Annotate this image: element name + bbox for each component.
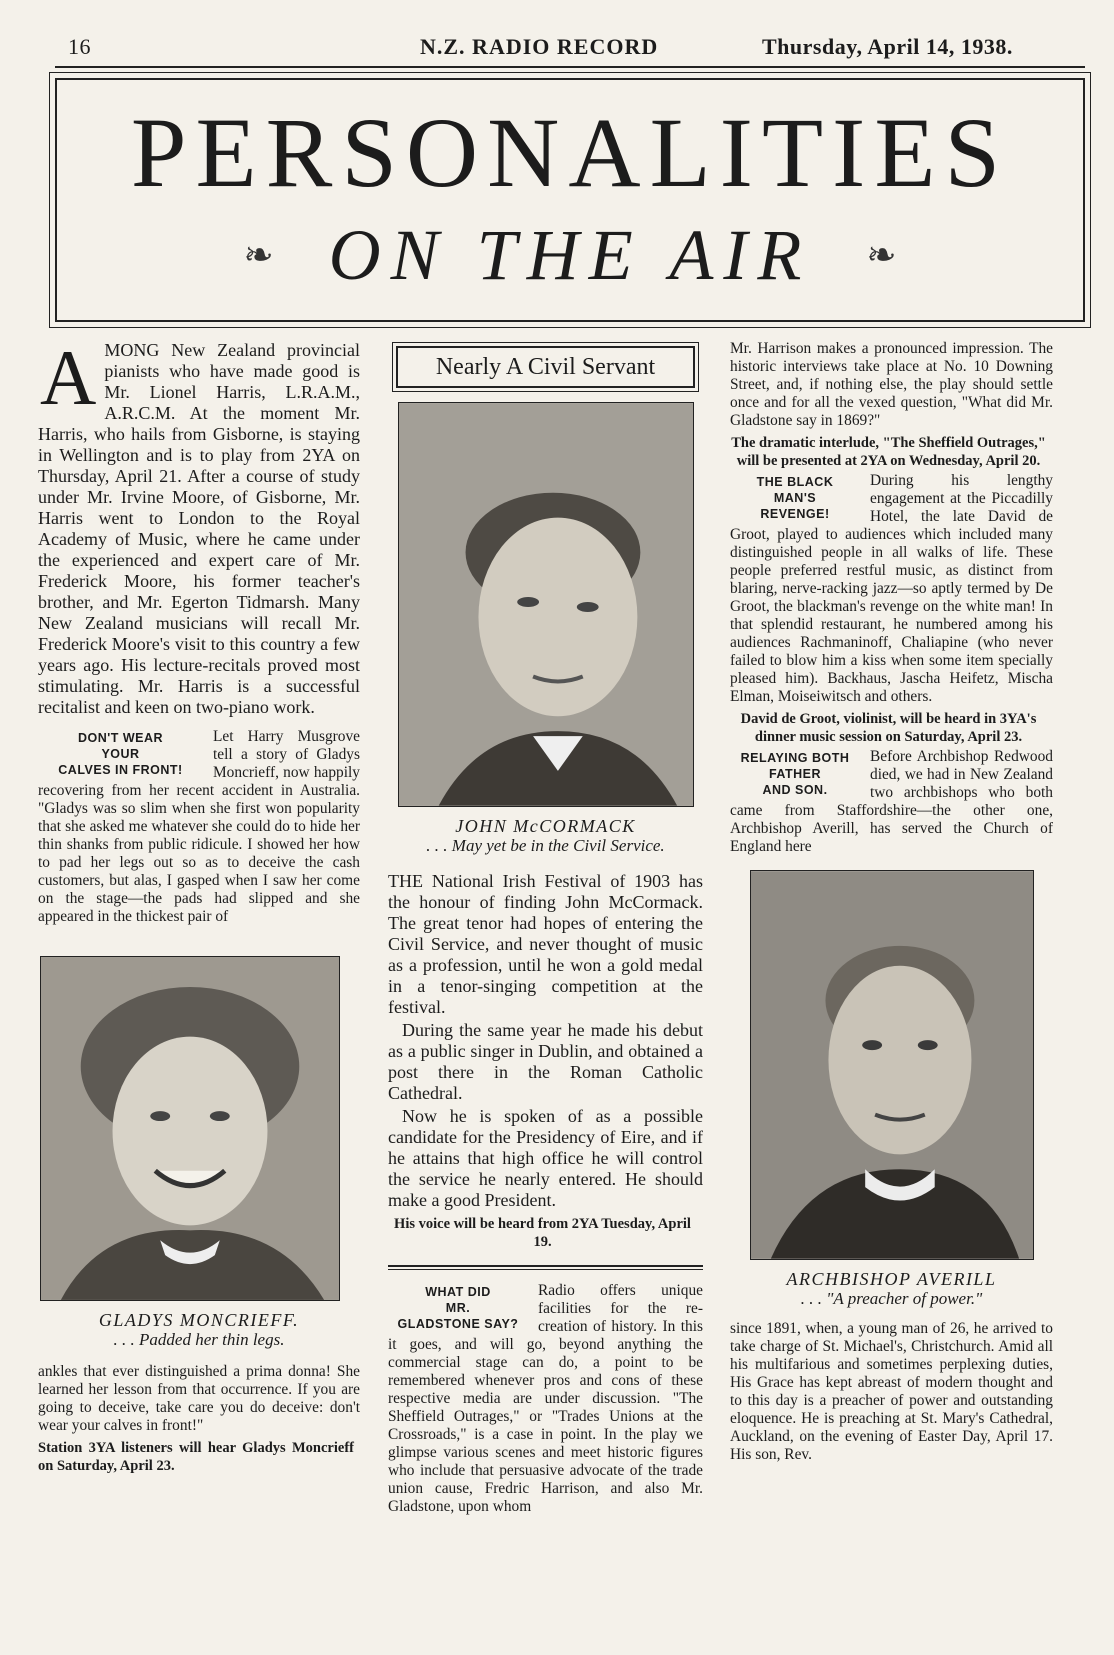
sidehead-line: YOUR	[101, 747, 140, 761]
article-moncrieff-text: Let Harry Musgrove tell a story of Gladys Moncrieff, now happily recovering from her recent accident in Australia. "Gladys was so slim when she first won popularity that she asked me whatever she could do to hide her thin shanks from public ridicule. I showed her how to pad her legs out so as to deceive the cash customers, but alas, I gasped when I saw her come on the stage—the pads had slipped and she appeared in the thickest pair of	[38, 728, 360, 925]
caption-gladys-line: . . . Padded her thin legs.	[113, 1330, 285, 1349]
fleuron-icon: ❧	[866, 235, 897, 276]
sidehead-line: AND SON.	[762, 783, 828, 797]
sidehead-relaying	[730, 750, 860, 798]
column-left	[38, 334, 360, 1477]
sidehead-line: DON'T WEAR	[77, 731, 164, 745]
drop-cap: A	[40, 334, 97, 421]
sidehead-line: FATHER	[768, 767, 822, 781]
article-de-groot-text: During his lengthy engagement at the Piccadilly Hotel, the late David de Groot, played to audiences which included many distinguished people in all walks of life. These people preferred restful music, as distinct from blaring, nerve-racking jazz—so aptly termed by De Groot, the blackman's revenge on the white man! In that splendid restaurant, he numbered among his audiences Rachmaninoff, Chaliapine (who never failed to blow him a kiss when some item specially pleased him). Backhaus, Jascha Heifetz, Mischa Elman, Moiseiwitsch and others.	[730, 472, 1053, 705]
sidehead-line: MAN'S	[773, 491, 817, 505]
broadcast-credit-de-groot: David de Groot, violinist, will be heard in 3YA's dinner music session on Saturday, April 23.	[740, 711, 1037, 745]
portrait-woman-icon	[41, 957, 339, 1300]
sidehead-line: CALVES IN FRONT!	[58, 763, 183, 777]
masthead-subtitle-row	[57, 214, 1083, 297]
folio-rule	[55, 66, 1085, 68]
sidehead-revenge	[730, 474, 860, 522]
column-center	[388, 340, 703, 1518]
masthead-title: PERSONALITIES	[130, 97, 1010, 208]
article-mccormack-p1: THE National Irish Festival of 1903 has the honour of finding John McCormack. The great tenor had hopes of entering the Civil Service, and never thought of music as a profession, until he won a gold medal in a tenor-singing competition at the festival.	[388, 871, 703, 1017]
article-gladstone-text: Radio offers unique facilities for the re-creation of history. In this it goes, and will go, beyond anything the commercial stage can do, a point to be remembered whenever pros and cons of these respective media are under discussion. "The Sheffield Outrages," or "Trades Unions at the Crossroads," is a case in point. In the play we glimpse various scenes and meet historic figures who include that persuasive advocate of the trade union cause, Fredric Harrison, and also Mr. Gladstone, upon whom	[388, 1282, 703, 1515]
caption-averill-name: ARCHBISHOP AVERILL	[786, 1269, 997, 1289]
portrait-cleric-icon	[751, 871, 1033, 1259]
broadcast-credit-sheffield: The dramatic interlude, "The Sheffield Outrages," will be presented at 2YA on Wednesday, April 20.	[731, 435, 1046, 469]
photo-gladys-moncrieff	[40, 956, 340, 1301]
broadcast-credit-mccormack: His voice will be heard from 2YA Tuesday, April 19.	[394, 1216, 691, 1250]
headline-box-mccormack: Nearly A Civil Servant	[396, 346, 695, 388]
photo-john-mccormack	[398, 402, 694, 807]
sidehead-line: GLADSTONE SAY?	[397, 1317, 519, 1331]
sidehead-line: WHAT DID	[425, 1285, 491, 1299]
article-harris-text: MONG New Zealand provincial pianists who have made good is Mr. Lionel Harris, L.R.A.M., A.R.C.M. At the moment Mr. Harris, who hails from Gisborne, is staying in Wellington and is to play from 2YA on Thursday, April 21. After a course of study under Mr. Irvine Moore, of Gisborne, Mr. Harris went to London to the Royal Academy of Music, where he came under the experienced and expert care of Mr. Frederick Moore, his former teacher's brother, and Mr. Egerton Tidmarsh. Many New Zealand musicians will recall Mr. Frederick Moore's visit to this country a few years ago. His lecture-recitals proved most stimulating. Mr. Harris is a successful recitalist and keen on two-piano work.	[38, 340, 360, 717]
caption-averill-line: . . . "A preacher of power."	[800, 1289, 983, 1308]
broadcast-credit-moncrieff: Station 3YA listeners will hear Gladys Moncrieff on Saturday, April 23.	[38, 1440, 354, 1474]
article-moncrieff	[38, 728, 360, 926]
portrait-man-icon	[399, 403, 693, 806]
article-averill-text: Before Archbishop Redwood died, we had in New Zealand two archbishops who both came from Staffordshire—the other one, Archbishop Averill, has served the Church of England here	[730, 748, 1053, 855]
sidehead-gladstone	[388, 1284, 528, 1332]
sidehead-line: REVENGE!	[760, 507, 830, 521]
article-averill	[730, 748, 1053, 856]
article-de-groot	[730, 472, 1053, 706]
masthead	[55, 78, 1085, 322]
sidehead-line: MR.	[445, 1301, 471, 1315]
article-mccormack-p3: Now he is spoken of as a possible candidate for the Presidency of Eire, and if he attains that high office he will control the service he nearly entered. He should make a good President.	[388, 1106, 703, 1210]
article-harris	[38, 334, 360, 718]
column-right	[730, 340, 1053, 1466]
sidehead-calves	[38, 730, 203, 778]
article-moncrieff-continued: ankles that ever distinguished a prima donna! She learned her lesson from that occurrence. If you are going to deceive, take care you do deceive: don't wear your calves in front!"	[38, 1363, 360, 1434]
caption-mccormack-line: . . . May yet be in the Civil Service.	[426, 836, 665, 855]
photo-archbishop-averill	[750, 870, 1034, 1260]
publication-name: N.Z. RADIO RECORD	[420, 34, 659, 59]
caption-gladys-name: GLADYS MONCRIEFF.	[98, 1310, 300, 1330]
sidehead-line: THE BLACK	[756, 475, 834, 489]
article-gladstone-continued: Mr. Harrison makes a pronounced impression. The historic interviews take place at No. 10 Downing Street, and, if nothing else, the play should settle once and for all the vexed question, "What did Mr. Gladstone say in 1869?"	[730, 340, 1053, 429]
article-gladstone	[388, 1282, 703, 1516]
masthead-subtitle: ON THE AIR	[328, 215, 812, 295]
article-averill-continued: since 1891, when, a young man of 26, he arrived to take charge of St. Michael's, Christchurch. Amid all his multifarious and sometimes perplexing duties, His Grace has kept abreast of modern thought and to this day is a preacher of power and outstanding eloquence. He is preaching at St. Mary's Cathedral, Auckland, on the evening of Easter Day, April 17. His son, Rev.	[730, 1320, 1053, 1463]
issue-date: Thursday, April 14, 1938.	[762, 34, 1013, 59]
article-mccormack-p2: During the same year he made his debut as a public singer in Dublin, and obtained a post there in the Roman Catholic Cathedral.	[388, 1020, 703, 1103]
fleuron-icon: ❧	[243, 235, 274, 276]
page-number: 16	[68, 34, 91, 59]
sidehead-line: RELAYING BOTH	[740, 751, 850, 765]
caption-mccormack-name: JOHN McCORMACK	[455, 816, 636, 836]
section-rule	[388, 1265, 703, 1270]
